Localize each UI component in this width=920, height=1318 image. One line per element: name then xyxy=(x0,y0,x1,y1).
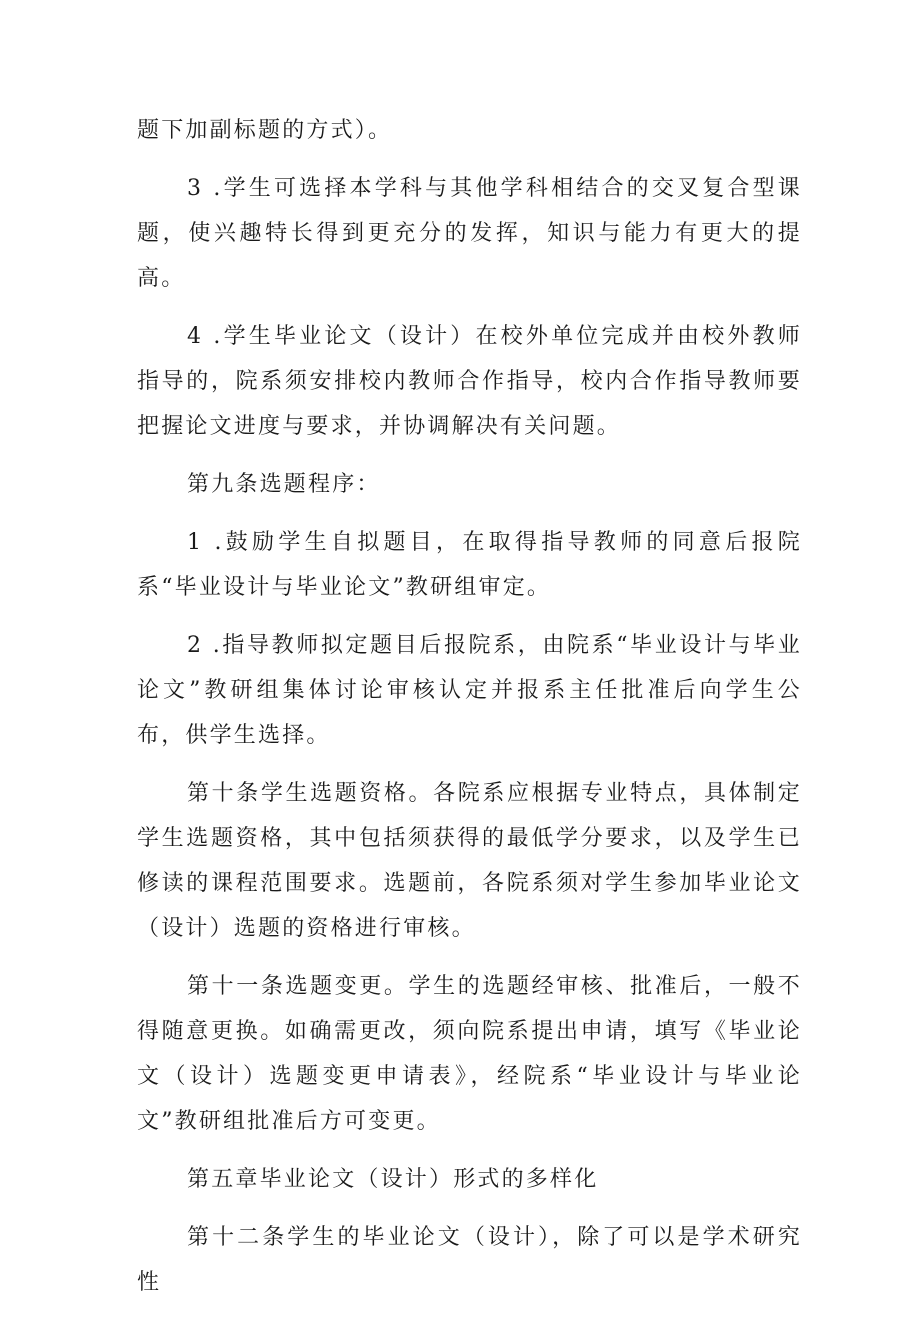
paragraph-item-4: 4 .学生毕业论文（设计）在校外单位完成并由校外教师指导的，院系须安排校内教师合作指导，校内合作指导教师要把握论文进度与要求，并协调解决有关问题。 xyxy=(137,324,802,439)
article-12: 第十二条学生的毕业论文（设计），除了可以是学术研究性 xyxy=(137,1225,802,1295)
paragraph-procedure-1: 1 .鼓励学生自拟题目，在取得指导教师的同意后报院系“毕业设计与毕业论文”教研组审定。 xyxy=(137,530,802,600)
paragraph-item-3: 3 .学生可选择本学科与其他学科相结合的交叉复合型课题，使兴趣特长得到更充分的发挥，知识与能力有更大的提高。 xyxy=(137,176,802,291)
article-10: 第十条学生选题资格。各院系应根据专业特点，具体制定学生选题资格，其中包括须获得的最低学分要求，以及学生已修读的课程范围要求。选题前，各院系须对学生参加毕业论文（设计）选题的资格进行审核。 xyxy=(137,781,802,941)
document-page xyxy=(137,108,802,1318)
article-11: 第十一条选题变更。学生的选题经审核、批准后，一般不得随意更换。如确需更改，须向院系提出申请，填写《毕业论文（设计）选题变更申请表》，经院系“毕业设计与毕业论文”教研组批准后方可变更。 xyxy=(137,974,802,1134)
paragraph-procedure-2: 2 .指导教师拟定题目后报院系，由院系“毕业设计与毕业论文”教研组集体讨论审核认定并报系主任批准后向学生公布，供学生选择。 xyxy=(137,633,802,748)
article-9-heading: 第九条选题程序： xyxy=(187,472,381,497)
chapter-5-heading: 第五章毕业论文（设计）形式的多样化 xyxy=(187,1167,599,1192)
paragraph-subtitle-method: 题下加副标题的方式）。 xyxy=(137,118,393,143)
